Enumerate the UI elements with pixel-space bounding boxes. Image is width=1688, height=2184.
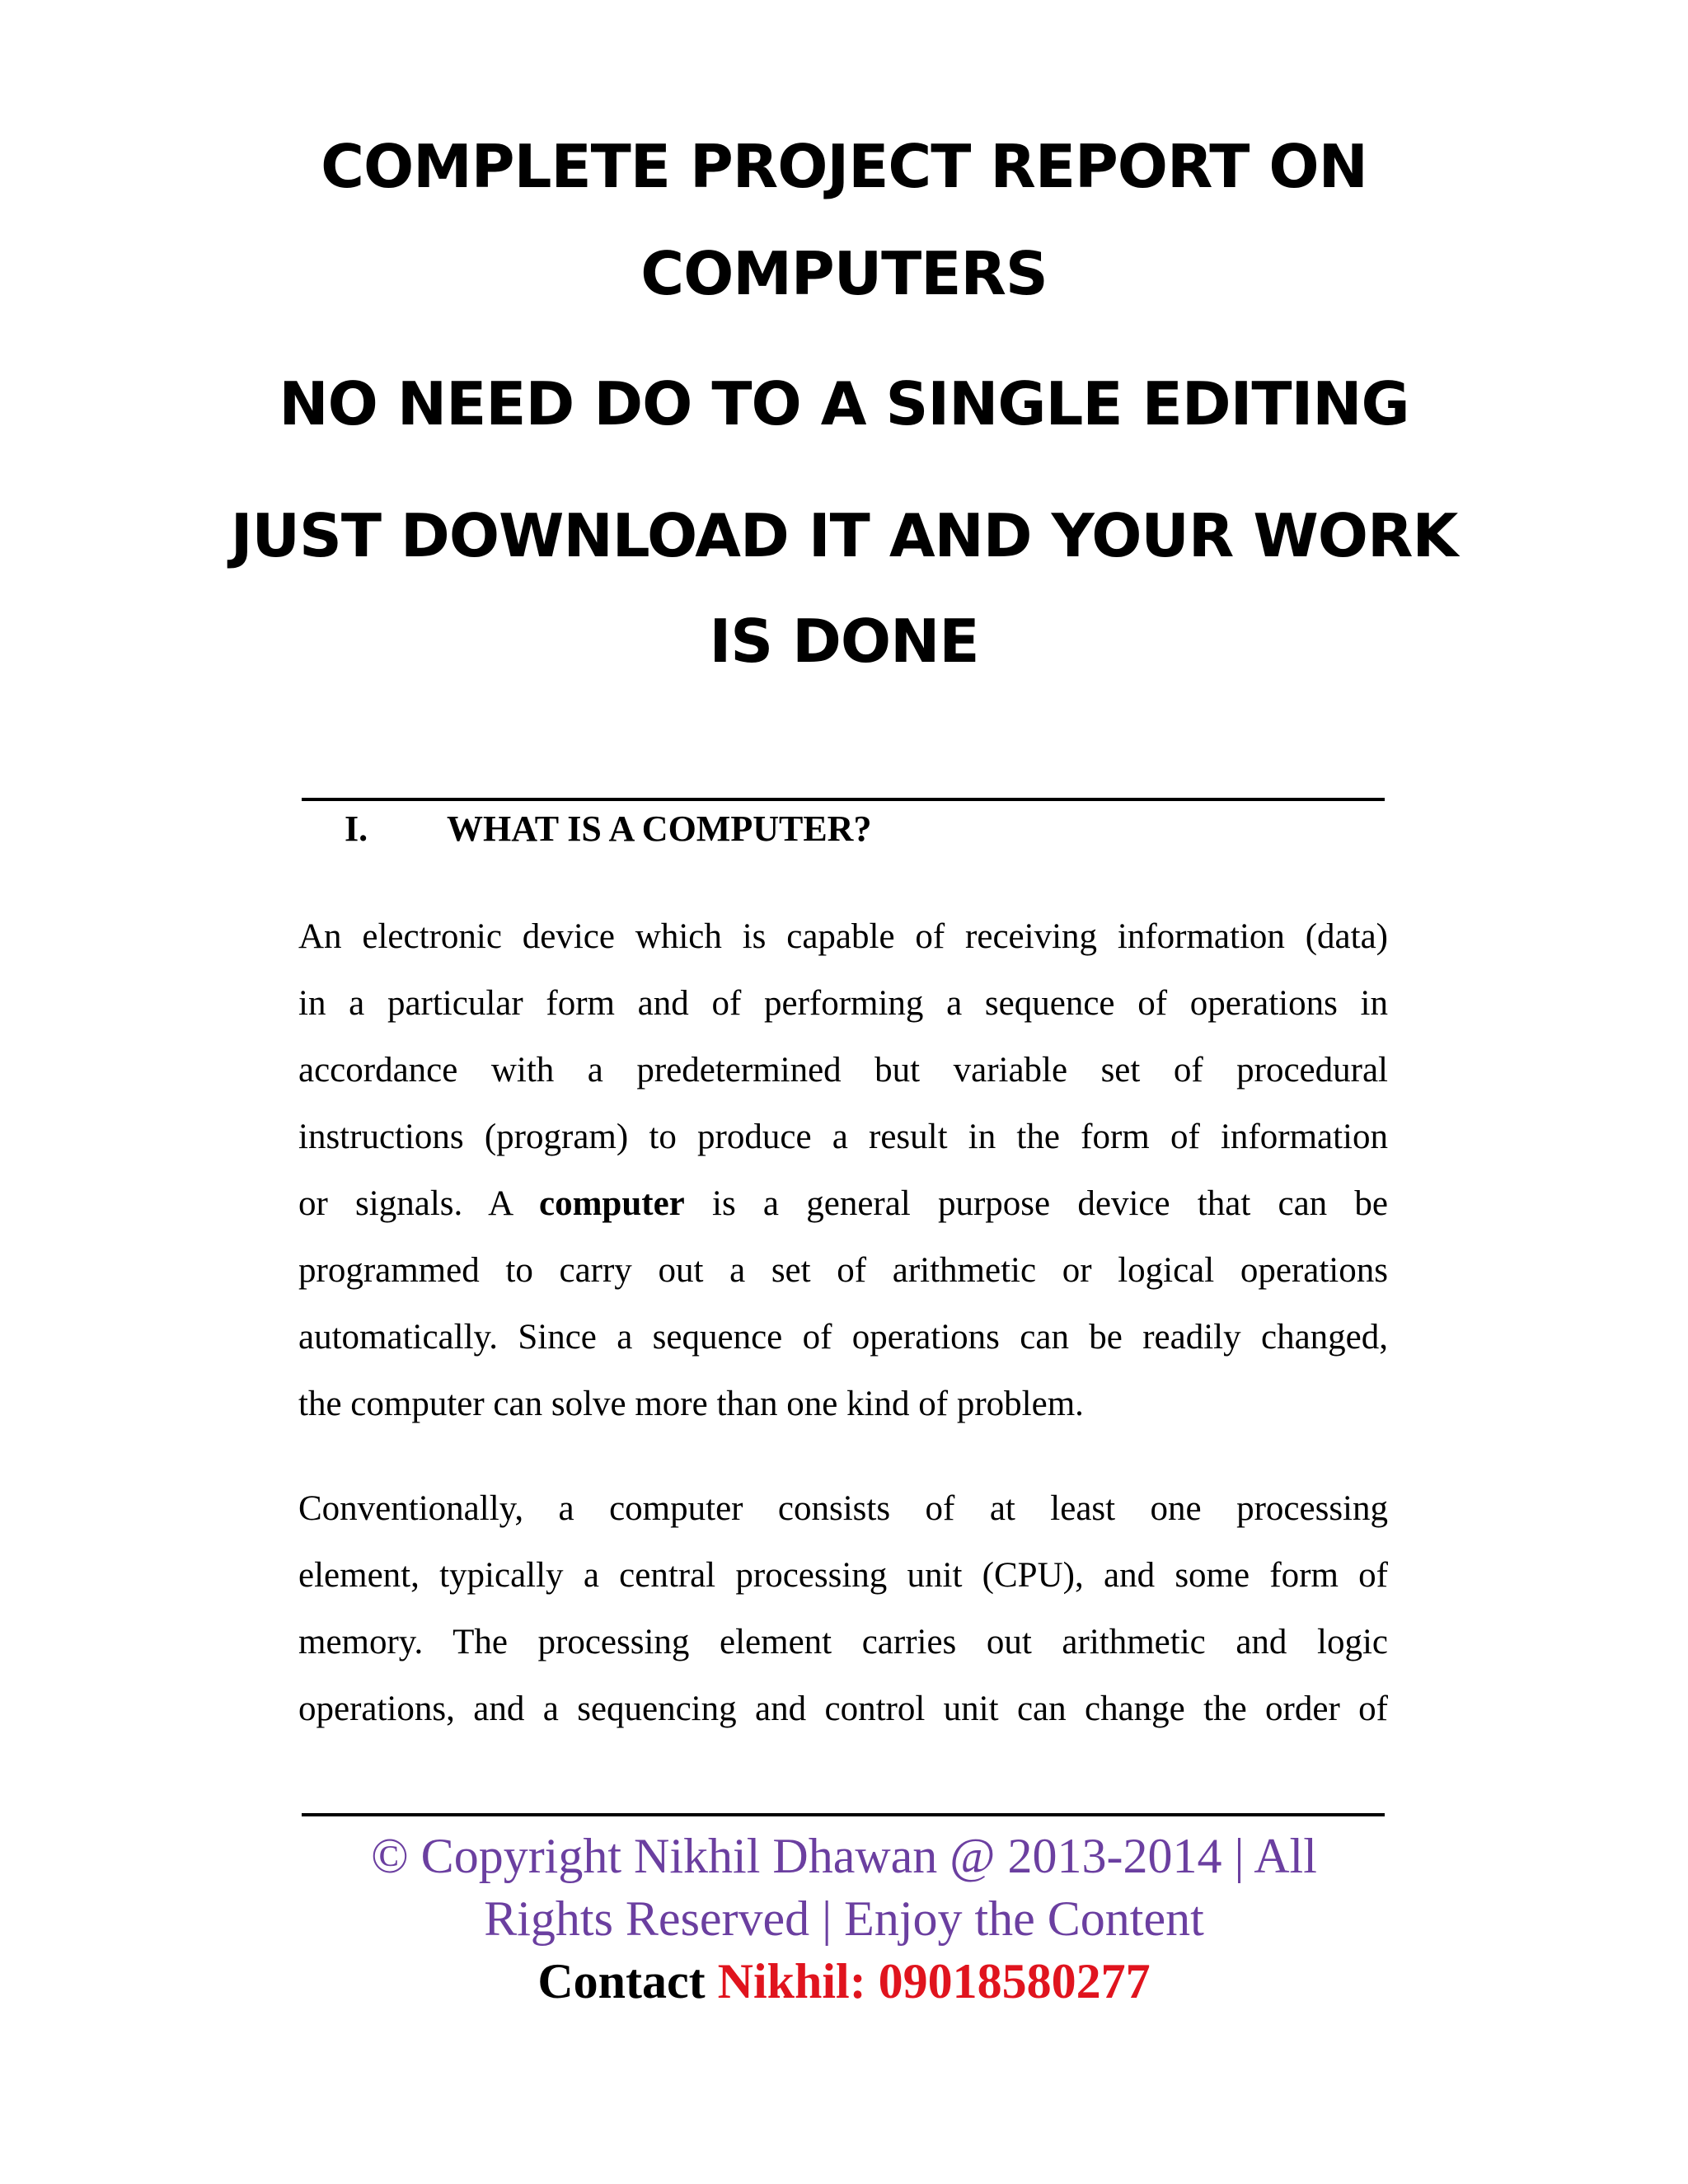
- paragraph-text: or signals. A: [298, 1184, 540, 1223]
- paragraph-what-is-computer: [298, 903, 1388, 1437]
- section-title: WHAT IS A COMPUTER?: [447, 808, 872, 849]
- section-number: I.: [345, 808, 368, 849]
- paragraph-line: instructions (program) to produce a result in the form of information: [298, 1118, 1388, 1156]
- paragraph-line: memory. The processing element carries out arithmetic and logic: [298, 1623, 1388, 1661]
- paragraph-line: operations, and a sequencing and control unit can change the order of: [298, 1690, 1388, 1728]
- contact-line: [0, 1950, 1688, 2013]
- paragraph-line: accordance with a predetermined but variable set of procedural: [298, 1051, 1388, 1090]
- report-subtitle-line-2: JUST DOWNLOAD IT AND YOUR WORK: [230, 501, 1458, 570]
- paragraph-text: is a general purpose device that can be: [684, 1184, 1388, 1223]
- report-title-line-1: COMPLETE PROJECT REPORT ON: [321, 132, 1367, 201]
- paragraph-line: element, typically a central processing unit (CPU), and some form of: [298, 1556, 1388, 1595]
- paragraph-line: Conventionally, a computer consists of at least one processing: [298, 1489, 1388, 1528]
- report-subtitle-line-3: IS DONE: [709, 607, 979, 676]
- bold-term-computer: computer: [539, 1184, 685, 1223]
- contact-label: Contact: [537, 1954, 718, 2008]
- paragraph-line: programmed to carry out a set of arithmetic or logical operations: [298, 1251, 1388, 1290]
- paragraph-line: An electronic device which is capable of receiving information (data): [298, 917, 1388, 956]
- contact-phone: Nikhil: 09018580277: [717, 1954, 1151, 2008]
- report-title-line-2: COMPUTERS: [640, 239, 1048, 308]
- paragraph-line: [298, 1170, 1388, 1237]
- report-subtitle-line-1: NO NEED DO TO A SINGLE EDITING: [279, 369, 1409, 438]
- copyright-line-1: © Copyright Nikhil Dhawan @ 2013-2014 | All: [371, 1829, 1317, 1883]
- copyright-line-2: Rights Reserved | Enjoy the Content: [484, 1891, 1204, 1946]
- paragraph-conventional-computer: [298, 1475, 1388, 1742]
- paragraph-line: automatically. Since a sequence of operations can be readily changed,: [298, 1318, 1388, 1357]
- paragraph-line: in a particular form and of performing a sequence of operations in: [298, 984, 1388, 1023]
- paragraph-line: the computer can solve more than one kind of problem.: [298, 1385, 1084, 1423]
- footer-divider: [302, 1813, 1385, 1816]
- header-divider: [302, 798, 1385, 801]
